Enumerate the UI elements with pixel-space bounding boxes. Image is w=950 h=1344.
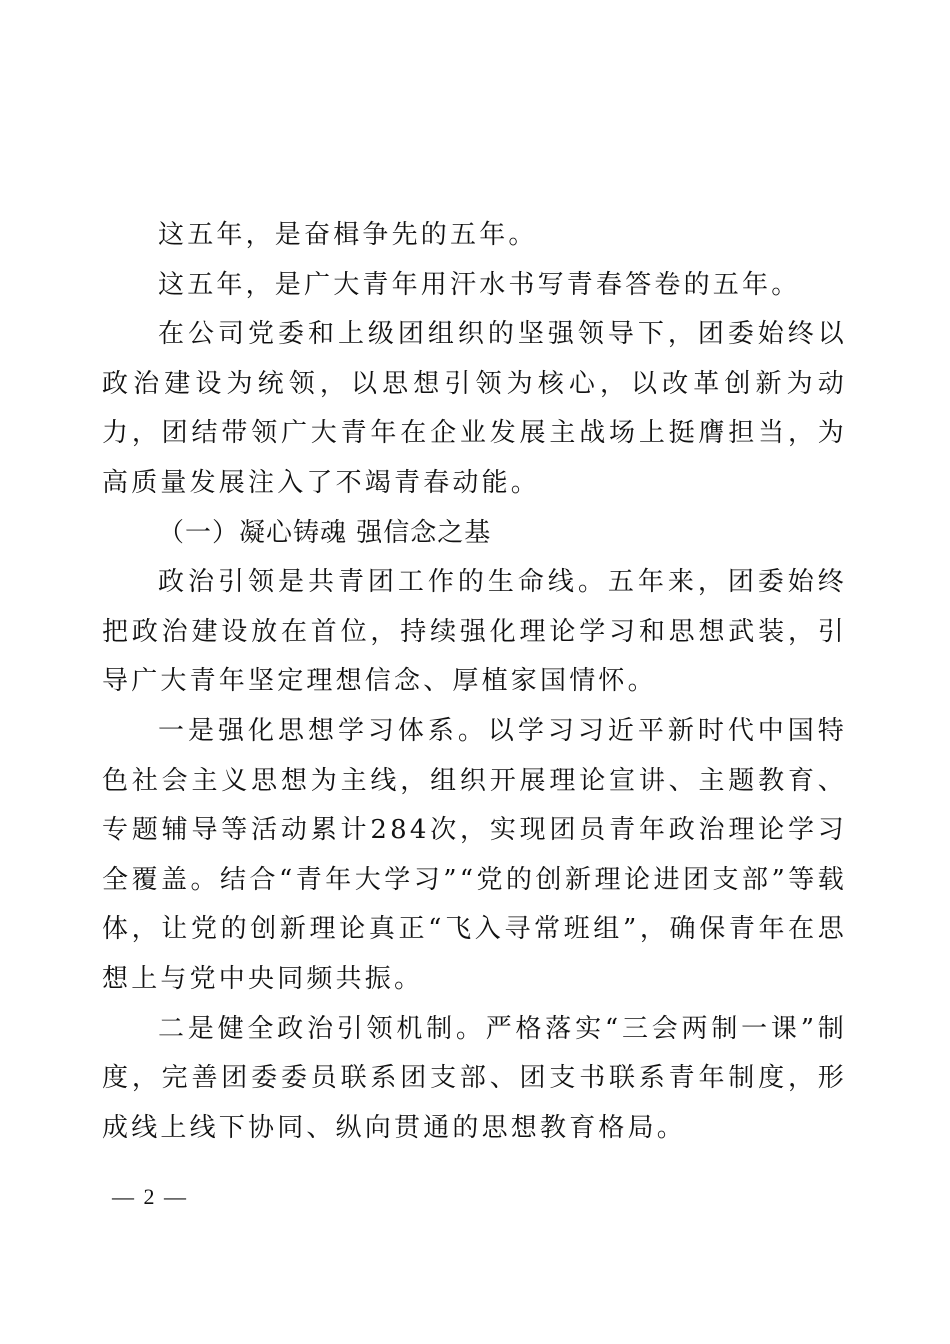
paragraph-study-system: 一是强化思想学习体系。以学习习近平新时代中国特色社会主义思想为主线，组织开展理论宣讲、主题教育、专题辅导等活动累计284次，实现团员青年政治理论学习全覆盖。结合“青年大学习”“党的创新理论进团支部”等载体，让党的创新理论真正“飞入寻常班组”，确保青年在思想上与党中央同频共振。 xyxy=(102,715,847,994)
section-heading: （一）凝心铸魂 强信念之基 xyxy=(158,517,492,548)
page-number: — 2 — xyxy=(112,1184,188,1209)
paragraph-leadership: 在公司党委和上级团组织的坚强领导下，团委始终以政治建设为统领，以思想引领为核心，以改革创新为动力，团结带领广大青年在企业发展主战场上挺膺担当，为高质量发展注入了不竭青春动能。 xyxy=(102,319,847,498)
document-body xyxy=(102,211,847,1153)
paragraph-political-guidance: 政治引领是共青团工作的生命线。五年来，团委始终把政治建设放在首位，持续强化理论学习和思想武装，引导广大青年坚定理想信念、厚植家国情怀。 xyxy=(102,567,847,697)
paragraph-intro-2: 这五年，是广大青年用汗水书写青春答卷的五年。 xyxy=(158,269,801,300)
paragraph-intro-1: 这五年，是奋楫争先的五年。 xyxy=(158,220,538,250)
paragraph-guidance-mechanism: 二是健全政治引领机制。严格落实“三会两制一课”制度，完善团委委员联系团支部、团支书联系青年制度，形成线上线下协同、纵向贯通的思想教育格局。 xyxy=(102,1013,847,1143)
